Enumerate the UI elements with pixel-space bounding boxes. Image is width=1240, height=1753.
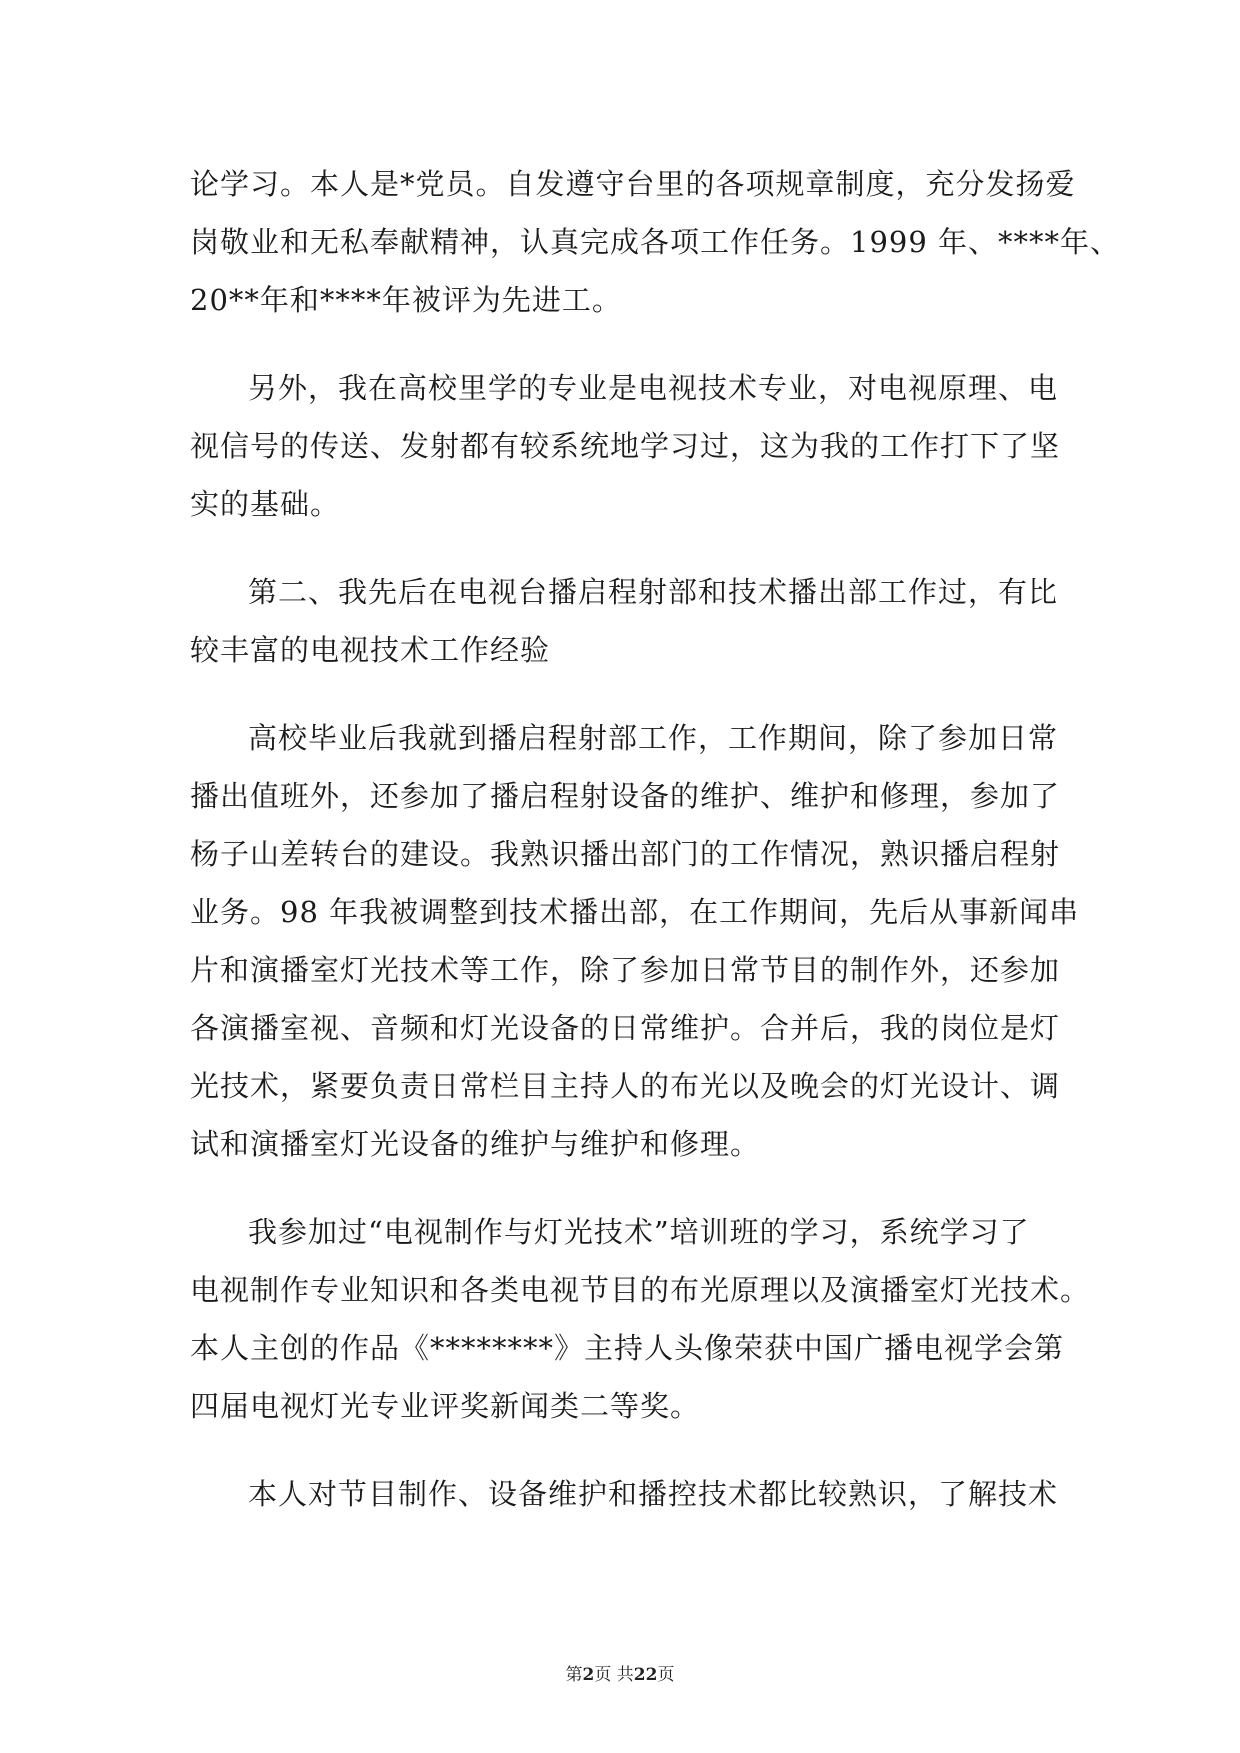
text-line: 第二、我先后在电视台播启程射部和技术播出部工作过，有比 [248, 575, 1059, 609]
text-line: 杨子山差转台的建设。我熟识播出部门的工作情况，熟识播启程射 [190, 837, 1061, 871]
document-body [190, 155, 1121, 1553]
footer-current-page: 2 [582, 1665, 595, 1685]
paragraph [190, 359, 1061, 533]
text-line: 业务。98 年我被调整到技术播出部，在工作期间，先后从事新闻串 [190, 895, 1080, 929]
paragraph [190, 155, 1121, 329]
text-line: 高校毕业后我就到播启程射部工作，工作期间，除了参加日常 [248, 721, 1059, 755]
paragraph [190, 563, 1059, 679]
text-line: 视信号的传送、发射都有较系统地学习过，这为我的工作打下了坚 [190, 429, 1061, 463]
text-line: 本人对节目制作、设备维护和播控技术都比较熟识，了解技术 [248, 1477, 1059, 1511]
footer-middle: 页 共 [594, 1665, 634, 1685]
paragraph [190, 1203, 1091, 1435]
text-line: 本人主创的作品《********》主持人头像荣获中国广播电视学会第 [190, 1331, 1065, 1365]
text-line: 我参加过“电视制作与灯光技术”培训班的学习，系统学习了 [248, 1215, 1030, 1249]
text-line: 岗敬业和无私奉献精神，认真完成各项工作任务。1999 年、****年、 [190, 225, 1121, 259]
text-line: 播出值班外，还参加了播启程射设备的维护、维护和修理，参加了 [190, 779, 1061, 813]
text-line: 试和演播室灯光设备的维护与维护和修理。 [190, 1127, 761, 1161]
text-line: 20**年和****年被评为先进工。 [190, 283, 622, 317]
text-line: 另外，我在高校里学的专业是电视技术专业，对电视原理、电 [248, 371, 1059, 405]
footer-prefix: 第 [565, 1665, 583, 1685]
text-line: 四届电视灯光专业评奖新闻类二等奖。 [190, 1389, 701, 1423]
text-line: 较丰富的电视技术工作经验 [190, 633, 551, 667]
footer-total-pages: 22 [633, 1665, 658, 1685]
text-line: 论学习。本人是*党员。自发遵守台里的各项规章制度，充分发扬爱 [190, 167, 1076, 201]
page-footer [0, 1660, 1240, 1685]
text-line: 片和演播室灯光技术等工作，除了参加日常节目的制作外，还参加 [190, 953, 1061, 987]
footer-suffix: 页 [657, 1665, 675, 1685]
text-line: 实的基础。 [190, 487, 341, 521]
text-line: 光技术，紧要负责日常栏目主持人的布光以及晚会的灯光设计、调 [190, 1069, 1061, 1103]
paragraph [190, 709, 1080, 1173]
paragraph [190, 1465, 1059, 1523]
text-line: 各演播室视、音频和灯光设备的日常维护。合并后，我的岗位是灯 [190, 1011, 1061, 1045]
text-line: 电视制作专业知识和各类电视节目的布光原理以及演播室灯光技术。 [190, 1273, 1091, 1307]
